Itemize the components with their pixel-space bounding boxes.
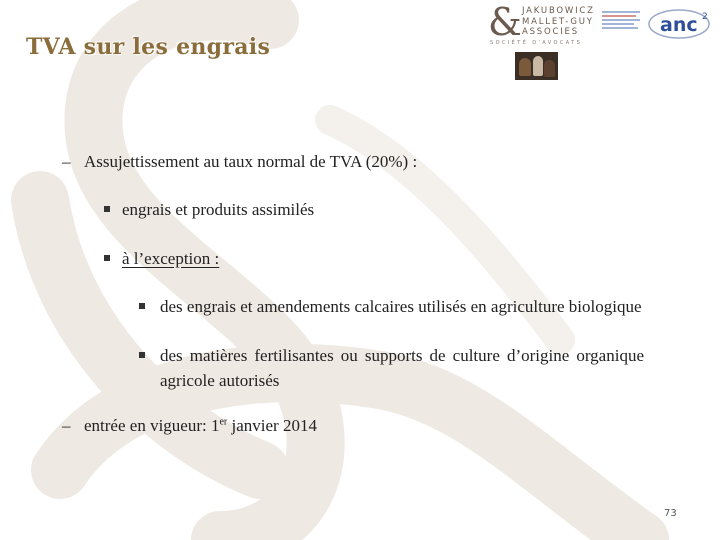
sub-bullet-organic-materials-text: des matières fertilisantes ou supports de culture d’origine organique agricole autorisés — [160, 346, 644, 390]
effective-date-text-end: janvier 2014 — [227, 416, 317, 435]
jma-logo-subtitle: SOCIÉTÉ D'AVOCATS — [490, 40, 583, 46]
square-bullet-icon — [104, 206, 110, 212]
effective-date-superscript: er — [219, 416, 228, 428]
page-number: 73 — [664, 508, 677, 519]
main-item-vat-rate — [62, 152, 417, 172]
sub-bullet-organic-materials — [139, 343, 644, 393]
jma-logo-ampersand: & — [488, 0, 522, 44]
partner-logo-lines-icon — [600, 9, 644, 33]
main-item-vat-rate-text: Assujettissement au taux normal de TVA (20%) : — [84, 152, 418, 171]
bullet-exception-text: à l’exception : — [122, 249, 220, 268]
slide-title: TVA sur les engrais — [26, 34, 271, 60]
jma-logo-name-line3: ASSOCIES — [522, 27, 579, 37]
jma-logo-name-line1: JAKUBOWICZ — [522, 6, 595, 16]
sub-bullet-organic-farming — [139, 294, 644, 319]
dash-marker: – — [62, 416, 71, 435]
bullet-exception — [104, 249, 219, 269]
jma-logo-name-line2: MALLET-GUY — [522, 16, 594, 27]
anc-logo-sup: 2 — [702, 12, 708, 22]
square-bullet-icon — [104, 255, 110, 261]
square-bullet-icon — [139, 303, 145, 309]
jma-logo-name — [522, 6, 595, 38]
sub-bullet-organic-farming-text: des engrais et amendements calcaires utilisés en agriculture biologique — [160, 297, 642, 316]
dash-marker: – — [62, 152, 71, 171]
team-photo — [515, 52, 558, 80]
anc-logo-text: anc — [660, 14, 698, 36]
bullet-fertilizers-text: engrais et produits assimilés — [122, 200, 315, 219]
bullet-fertilizers — [104, 200, 314, 220]
main-item-effective-date — [62, 416, 317, 436]
square-bullet-icon — [139, 352, 145, 358]
anc-logo — [646, 6, 716, 40]
effective-date-text: entrée en vigueur: 1 — [84, 416, 220, 435]
partner-logo-small-text — [600, 9, 644, 34]
